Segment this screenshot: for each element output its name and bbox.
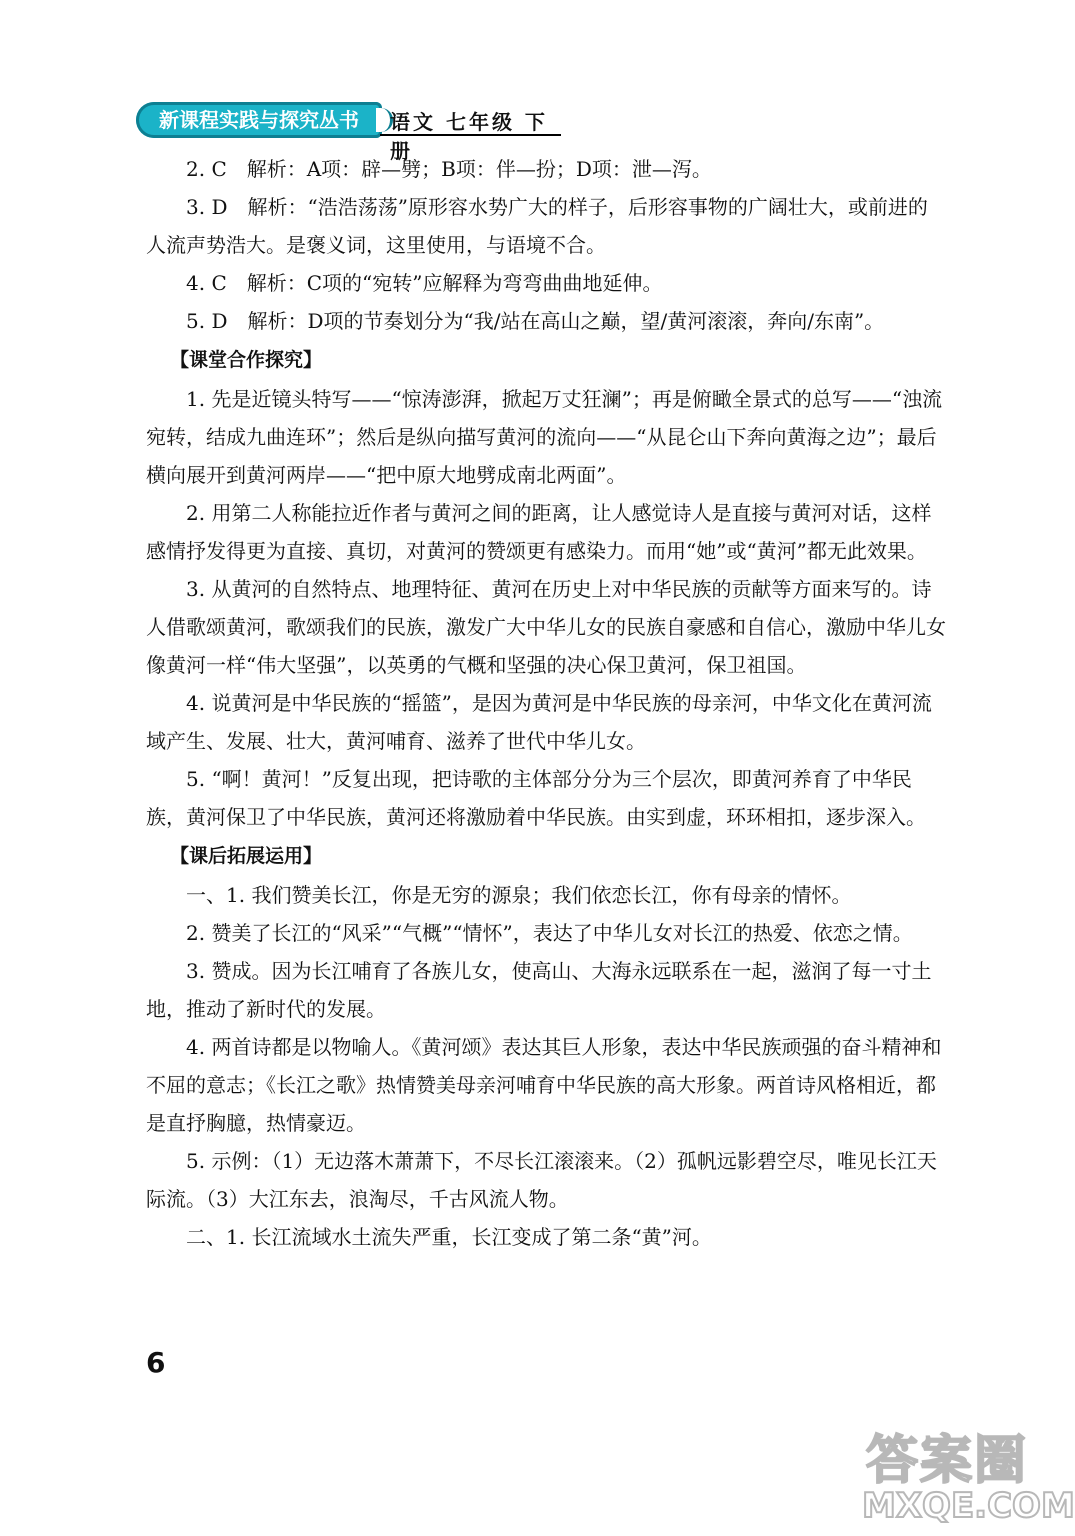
classroom-item-1: 1. 先是近镜头特写——“惊涛澎湃，掀起万丈狂澜”；再是俯瞰全景式的总写——“浊流宛转，结成九曲连环”；然后是纵向描写黄河的流向——“从昆仑山下奔向黄海之边”；最后横向展开到黄河两岸——“把中原大地劈成南北两面”。	[146, 387, 943, 487]
answer-2: 2. C 解析：A项：辟—劈；B项：伴—扮；D项：泄—泻。	[186, 157, 712, 181]
header-rule	[380, 134, 561, 136]
classroom-item-3: 3. 从黄河的自然特点、地理特征、黄河在历史上对中华民族的贡献等方面来写的。诗人借歌颂黄河，歌颂我们的民族，激发广大中华儿女的民族自豪感和自信心，激励中华儿女像黄河一样“伟大坚强”，以英勇的气概和坚强的决心保卫黄河，保卫祖国。	[146, 577, 946, 677]
subject-label: 语文 七年级 下册	[390, 110, 548, 163]
extension-item-4: 4. 两首诗都是以物喻人。《黄河颂》表达其巨人形象，表达中华民族顽强的奋斗精神和不屈的意志；《长江之歌》热情赞美母亲河哺育中华民族的高大形象。两首诗风格相近，都是直抒胸臆，热情豪迈。	[146, 1035, 942, 1135]
answer-4: 4. C 解析：C项的“宛转”应解释为弯弯曲曲地延伸。	[186, 271, 663, 295]
extension-item-2: 2. 赞美了长江的“风采”“气概”“情怀”，表达了中华儿女对长江的热爱、依恋之情。	[186, 921, 913, 945]
answer-5: 5. D 解析：D项的节奏划分为“我/站在高山之巅，望/黄河滚滚，奔向/东南”。	[186, 309, 885, 333]
watermark-url: MXQE.COM	[862, 1486, 1075, 1526]
extension-item-6: 二、1. 长江流域水土流失严重，长江变成了第二条“黄”河。	[186, 1225, 712, 1249]
page-content	[146, 150, 946, 1256]
section-title-extension: 【课后拓展运用】	[170, 845, 323, 867]
watermark-text: 答案圈	[865, 1431, 1028, 1491]
series-title: 新课程实践与探究丛书	[159, 108, 359, 132]
classroom-item-4: 4. 说黄河是中华民族的“摇篮”，是因为黄河是中华民族的母亲河，中华文化在黄河流域产生、发展、壮大，黄河哺育、滋养了世代中华儿女。	[146, 691, 932, 753]
extension-item-1: 一、1. 我们赞美长江，你是无穷的源泉；我们依恋长江，你有母亲的情怀。	[186, 883, 852, 907]
extension-item-5: 5. 示例：（1）无边落木萧萧下，不尽长江滚滚来。（2）孤帆远影碧空尽，唯见长江天际流。（3）大江东去，浪淘尽，千古风流人物。	[146, 1149, 937, 1211]
extension-item-3: 3. 赞成。因为长江哺育了各族儿女，使高山、大海永远联系在一起，滋润了每一寸土地，推动了新时代的发展。	[146, 959, 932, 1021]
answer-3: 3. D 解析：“浩浩荡荡”原形容水势广大的样子，后形容事物的广阔壮大，或前进的人流声势浩大。是褒义词，这里使用，与语境不合。	[146, 195, 928, 257]
classroom-item-2: 2. 用第二人称能拉近作者与黄河之间的距离，让人感觉诗人是直接与黄河对话，这样感情抒发得更为直接、真切，对黄河的赞颂更有感染力。而用“她”或“黄河”都无此效果。	[146, 501, 932, 563]
page-number: 6	[146, 1346, 166, 1379]
section-title-classroom: 【课堂合作探究】	[170, 349, 323, 371]
classroom-item-5: 5. “啊！黄河！”反复出现，把诗歌的主体部分分为三个层次，即黄河养育了中华民族，黄河保卫了中华民族，黄河还将激励着中华民族。由实到虚，环环相扣，逐步深入。	[146, 767, 926, 829]
running-header	[136, 102, 561, 163]
watermark-logo	[862, 1418, 1075, 1528]
